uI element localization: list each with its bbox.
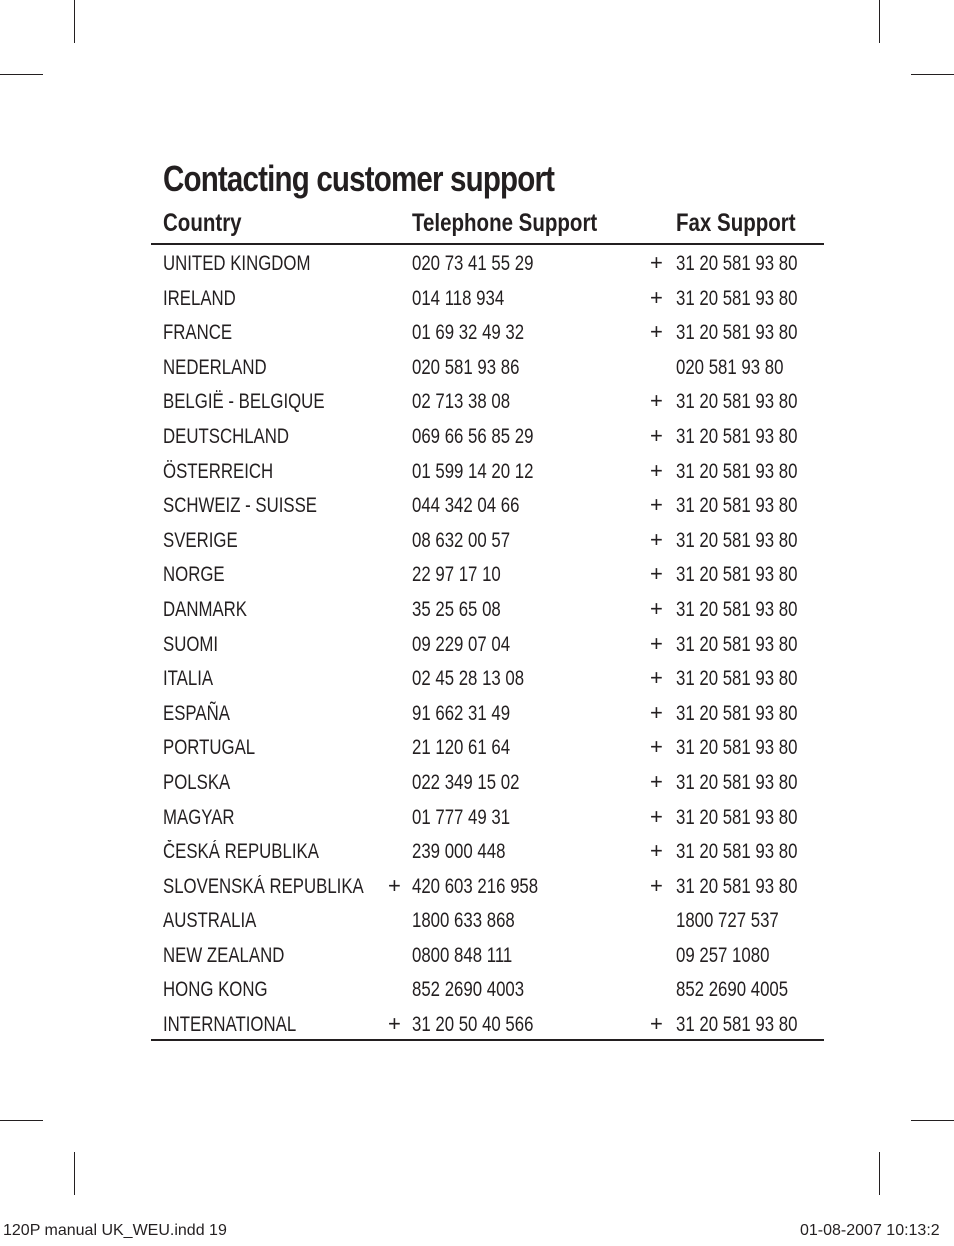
- crop-mark: [879, 1152, 880, 1195]
- telephone-cell: 31 20 50 40 566: [412, 1013, 534, 1037]
- fax-prefix: +: [650, 665, 663, 691]
- telephone-cell: 069 66 56 85 29: [412, 424, 534, 448]
- table-row: [0, 281, 954, 316]
- table-row: [0, 834, 954, 869]
- country-cell: HONG KONG: [163, 978, 268, 1002]
- table-row: [0, 350, 954, 385]
- telephone-cell: 01 777 49 31: [412, 805, 511, 829]
- table-row: [0, 592, 954, 627]
- fax-cell: 31 20 581 93 80: [676, 805, 798, 829]
- column-header-fax: Fax Support: [676, 209, 796, 237]
- fax-cell: 020 581 93 80: [676, 355, 784, 379]
- table-row: [0, 765, 954, 800]
- crop-mark: [0, 1120, 43, 1121]
- fax-cell: 31 20 581 93 80: [676, 286, 798, 310]
- fax-prefix: +: [650, 526, 663, 552]
- table-row: [0, 661, 954, 696]
- country-cell: POLSKA: [163, 770, 231, 794]
- telephone-cell: 239 000 448: [412, 840, 506, 864]
- country-cell: SCHWEIZ - SUISSE: [163, 494, 318, 518]
- fax-prefix: +: [650, 492, 663, 518]
- country-cell: FRANCE: [163, 321, 233, 345]
- fax-prefix: +: [650, 803, 663, 829]
- country-cell: INTERNATIONAL: [163, 1013, 297, 1037]
- country-cell: SVERIGE: [163, 528, 238, 552]
- table-row: [0, 557, 954, 592]
- support-table: [0, 246, 954, 1042]
- table-row: [0, 696, 954, 731]
- crop-mark: [911, 74, 954, 75]
- table-row: [0, 903, 954, 938]
- table-row: [0, 419, 954, 454]
- telephone-cell: 044 342 04 66: [412, 494, 520, 518]
- fax-prefix: +: [650, 422, 663, 448]
- telephone-cell: 852 2690 4003: [412, 978, 525, 1002]
- country-cell: NORGE: [163, 563, 225, 587]
- fax-prefix: +: [650, 768, 663, 794]
- table-row: [0, 315, 954, 350]
- fax-cell: 31 20 581 93 80: [676, 770, 798, 794]
- telephone-cell: 01 599 14 20 12: [412, 459, 534, 483]
- fax-prefix: +: [650, 734, 663, 760]
- country-cell: ČESKÁ REPUBLIKA: [163, 840, 319, 864]
- header-rule: [151, 243, 824, 245]
- fax-prefix: +: [650, 630, 663, 656]
- telephone-cell: 91 662 31 49: [412, 701, 511, 725]
- fax-cell: 31 20 581 93 80: [676, 597, 798, 621]
- telephone-cell: 01 69 32 49 32: [412, 321, 525, 345]
- fax-cell: 31 20 581 93 80: [676, 840, 798, 864]
- country-cell: PORTUGAL: [163, 736, 256, 760]
- fax-cell: 852 2690 4005: [676, 978, 789, 1002]
- country-cell: DANMARK: [163, 597, 248, 621]
- footer-rule: [151, 1039, 824, 1041]
- fax-cell: 31 20 581 93 80: [676, 424, 798, 448]
- page-title: Contacting customer support: [163, 158, 555, 199]
- fax-cell: 31 20 581 93 80: [676, 528, 798, 552]
- table-row: [0, 938, 954, 973]
- table-header: [0, 207, 954, 243]
- table-row: [0, 627, 954, 662]
- fax-prefix: +: [650, 284, 663, 310]
- country-cell: IRELAND: [163, 286, 236, 310]
- country-cell: BELGIË - BELGIQUE: [163, 390, 325, 414]
- country-cell: NEW ZEALAND: [163, 943, 285, 967]
- fax-cell: 31 20 581 93 80: [676, 252, 798, 275]
- fax-cell: 31 20 581 93 80: [676, 701, 798, 725]
- table-row: [0, 972, 954, 1007]
- fax-cell: 31 20 581 93 80: [676, 494, 798, 518]
- telephone-cell: 22 97 17 10: [412, 563, 501, 587]
- fax-cell: 31 20 581 93 80: [676, 390, 798, 414]
- country-cell: UNITED KINGDOM: [163, 252, 311, 275]
- country-cell: ESPAÑA: [163, 701, 230, 725]
- column-header-telephone: Telephone Support: [412, 209, 598, 237]
- telephone-prefix: +: [388, 872, 401, 898]
- telephone-prefix: +: [388, 1011, 401, 1037]
- country-cell: AUSTRALIA: [163, 909, 257, 933]
- country-cell: ITALIA: [163, 667, 214, 691]
- table-row: [0, 246, 954, 281]
- telephone-cell: 02 45 28 13 08: [412, 667, 525, 691]
- fax-prefix: +: [650, 1011, 663, 1037]
- table-row: [0, 730, 954, 765]
- fax-cell: 31 20 581 93 80: [676, 736, 798, 760]
- slug-datetime: 01-08-2007 10:13:2: [800, 1222, 940, 1239]
- crop-mark: [879, 0, 880, 43]
- fax-cell: 31 20 581 93 80: [676, 632, 798, 656]
- telephone-cell: 08 632 00 57: [412, 528, 511, 552]
- column-header-country: Country: [163, 209, 242, 237]
- fax-cell: 09 257 1080: [676, 943, 770, 967]
- telephone-cell: 420 603 216 958: [412, 874, 539, 898]
- country-cell: DEUTSCHLAND: [163, 424, 290, 448]
- telephone-cell: 1800 633 868: [412, 909, 515, 933]
- telephone-cell: 014 118 934: [412, 286, 505, 310]
- telephone-cell: 020 581 93 86: [412, 355, 520, 379]
- crop-mark: [74, 1152, 75, 1195]
- table-row: [0, 869, 954, 904]
- country-cell: SLOVENSKÁ REPUBLIKA: [163, 874, 364, 898]
- table-row: [0, 800, 954, 835]
- telephone-cell: 35 25 65 08: [412, 597, 501, 621]
- fax-cell: 1800 727 537: [676, 909, 779, 933]
- table-row: [0, 1007, 954, 1042]
- fax-cell: 31 20 581 93 80: [676, 1013, 798, 1037]
- country-cell: MAGYAR: [163, 805, 235, 829]
- fax-cell: 31 20 581 93 80: [676, 667, 798, 691]
- fax-prefix: +: [650, 457, 663, 483]
- fax-prefix: +: [650, 561, 663, 587]
- telephone-cell: 21 120 61 64: [412, 736, 511, 760]
- crop-mark: [911, 1120, 954, 1121]
- telephone-cell: 09 229 07 04: [412, 632, 511, 656]
- table-row: [0, 523, 954, 558]
- table-row: [0, 384, 954, 419]
- telephone-cell: 022 349 15 02: [412, 770, 520, 794]
- fax-prefix: +: [650, 250, 663, 275]
- fax-prefix: +: [650, 872, 663, 898]
- table-row: [0, 488, 954, 523]
- country-cell: ÖSTERREICH: [163, 459, 274, 483]
- fax-cell: 31 20 581 93 80: [676, 321, 798, 345]
- fax-prefix: +: [650, 699, 663, 725]
- fax-cell: 31 20 581 93 80: [676, 459, 798, 483]
- crop-mark: [0, 74, 43, 75]
- fax-prefix: +: [650, 388, 663, 414]
- fax-prefix: +: [650, 595, 663, 621]
- telephone-cell: 020 73 41 55 29: [412, 252, 534, 275]
- country-cell: SUOMI: [163, 632, 219, 656]
- telephone-cell: 02 713 38 08: [412, 390, 511, 414]
- fax-prefix: +: [650, 838, 663, 864]
- fax-cell: 31 20 581 93 80: [676, 563, 798, 587]
- slug-filename: 120P manual UK_WEU.indd 19: [3, 1222, 227, 1239]
- country-cell: NEDERLAND: [163, 355, 267, 379]
- fax-prefix: +: [650, 319, 663, 345]
- crop-mark: [74, 0, 75, 43]
- fax-cell: 31 20 581 93 80: [676, 874, 798, 898]
- telephone-cell: 0800 848 111: [412, 943, 513, 967]
- table-row: [0, 454, 954, 489]
